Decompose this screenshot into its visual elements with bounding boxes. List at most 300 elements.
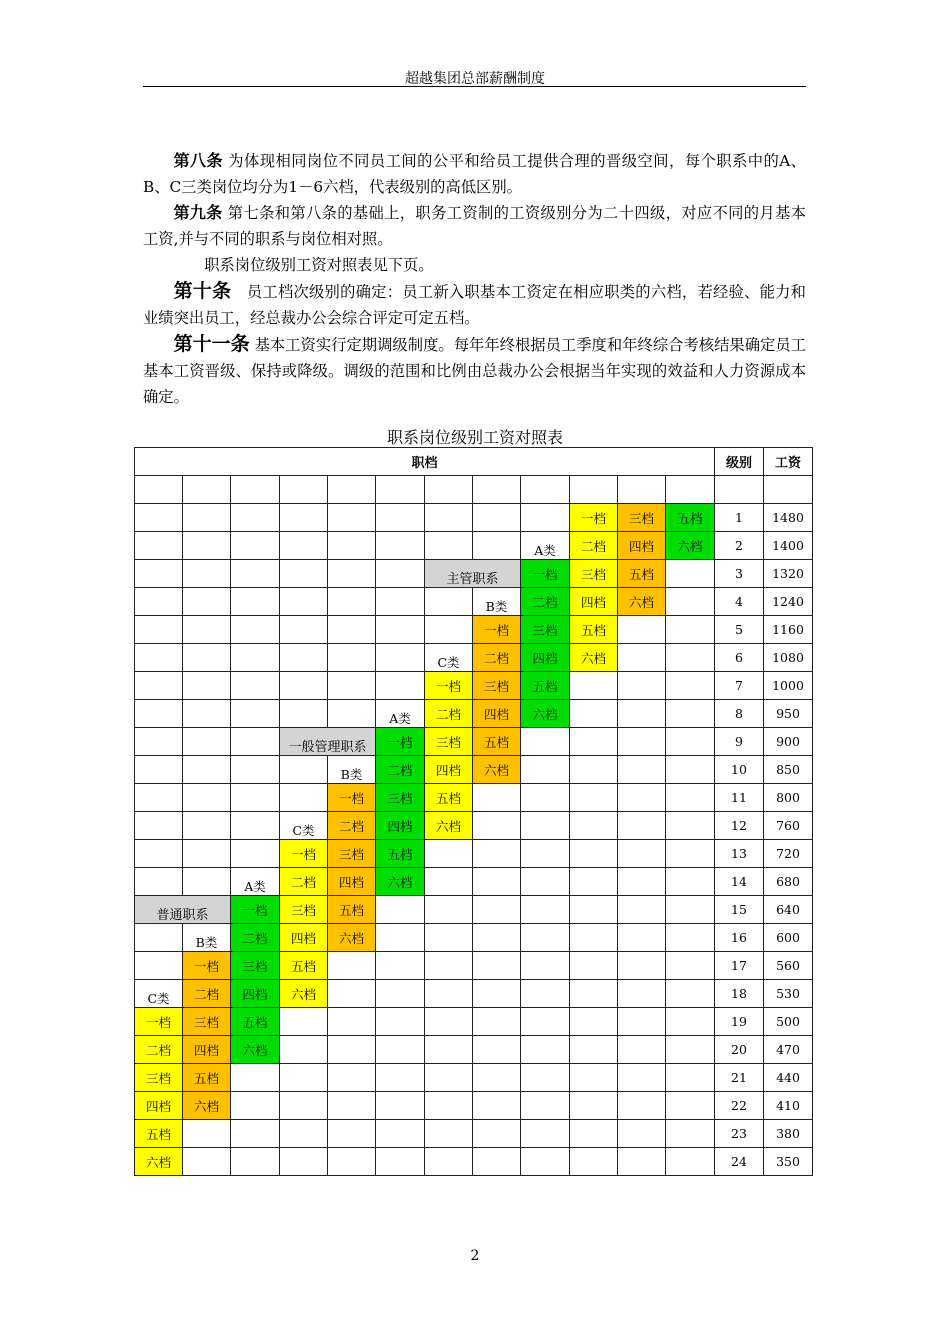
empty-cell xyxy=(618,896,666,924)
minister-c-class-tier-6: 六档 xyxy=(570,644,618,672)
management-c-class-tier-6: 六档 xyxy=(280,980,328,1008)
supervisor-c-class-tier-1: 一档 xyxy=(425,672,473,700)
general-c-class-label: C类 xyxy=(135,980,183,1008)
table-row xyxy=(135,840,813,868)
empty-cell xyxy=(521,1064,570,1092)
supervisor-a-class-tier-5: 五档 xyxy=(521,672,570,700)
empty-cell xyxy=(280,1008,328,1036)
empty-cell xyxy=(570,868,618,896)
empty-cell xyxy=(570,700,618,728)
salary-cell: 350 xyxy=(764,1148,813,1176)
body-text xyxy=(143,148,806,410)
empty-cell xyxy=(666,700,715,728)
level-cell: 19 xyxy=(715,1008,764,1036)
empty-cell xyxy=(135,812,183,840)
empty-cell xyxy=(521,756,570,784)
empty-cell xyxy=(280,476,328,504)
table-row xyxy=(135,728,813,756)
empty-cell xyxy=(521,924,570,952)
empty-cell xyxy=(473,896,521,924)
empty-cell xyxy=(231,588,280,616)
empty-cell xyxy=(183,812,231,840)
empty-cell xyxy=(425,1008,473,1036)
minister-b-class-tier-5: 五档 xyxy=(618,560,666,588)
level-cell: 1 xyxy=(715,504,764,532)
level-cell: 11 xyxy=(715,784,764,812)
management-c-class-tier-5: 五档 xyxy=(280,952,328,980)
empty-cell xyxy=(521,896,570,924)
salary-header: 工资 xyxy=(764,448,813,476)
empty-cell xyxy=(666,588,715,616)
level-cell: 6 xyxy=(715,644,764,672)
empty-cell xyxy=(473,1092,521,1120)
empty-cell xyxy=(376,896,425,924)
empty-cell xyxy=(328,476,376,504)
article-9-label: 第九条 xyxy=(173,203,223,222)
position-header: 职档 xyxy=(135,448,715,476)
management-series-header: 一般管理职系 xyxy=(280,728,376,756)
empty-cell xyxy=(521,476,570,504)
salary-cell: 720 xyxy=(764,840,813,868)
empty-cell xyxy=(135,560,183,588)
table-row xyxy=(135,1064,813,1092)
empty-cell xyxy=(618,1148,666,1176)
empty-cell xyxy=(473,1008,521,1036)
empty-cell xyxy=(183,1148,231,1176)
table-row xyxy=(135,1148,813,1176)
empty-cell xyxy=(473,868,521,896)
general-c-class-tier-2: 二档 xyxy=(135,1036,183,1064)
empty-cell xyxy=(280,588,328,616)
empty-cell xyxy=(473,1064,521,1092)
salary-cell: 760 xyxy=(764,812,813,840)
empty-cell xyxy=(328,1008,376,1036)
empty-cell xyxy=(231,700,280,728)
empty-cell xyxy=(135,588,183,616)
general-a-class-tier-3: 三档 xyxy=(231,952,280,980)
empty-cell xyxy=(425,532,473,560)
article-9-paragraph xyxy=(143,200,806,252)
empty-cell xyxy=(425,840,473,868)
empty-cell xyxy=(570,784,618,812)
article-8-paragraph xyxy=(143,148,806,200)
empty-cell xyxy=(425,1036,473,1064)
empty-cell xyxy=(473,840,521,868)
salary-cell: 560 xyxy=(764,952,813,980)
empty-cell xyxy=(666,1036,715,1064)
empty-cell xyxy=(666,1092,715,1120)
empty-cell xyxy=(618,1036,666,1064)
supervisor-b-class-tier-2: 二档 xyxy=(473,644,521,672)
empty-cell xyxy=(666,1148,715,1176)
empty-cell xyxy=(521,1008,570,1036)
empty-cell xyxy=(328,1120,376,1148)
article-11-text: 基本工资实行定期调级制度。每年年终根据员工季度和年终综合考核结果确定员工基本工资晋级、保持或降级。调级的范围和比例由总裁办公会根据当年实现的效益和人力资源成本确定。 xyxy=(143,336,806,406)
empty-cell xyxy=(328,1092,376,1120)
supervisor-b-class-tier-4: 四档 xyxy=(473,700,521,728)
empty-cell xyxy=(570,1120,618,1148)
empty-cell xyxy=(376,616,425,644)
empty-cell xyxy=(666,980,715,1008)
table-row xyxy=(135,560,813,588)
empty-cell xyxy=(666,616,715,644)
empty-cell xyxy=(618,644,666,672)
level-cell: 4 xyxy=(715,588,764,616)
empty-cell xyxy=(473,504,521,532)
empty-cell xyxy=(135,616,183,644)
page-number: 2 xyxy=(470,1248,480,1264)
table-row xyxy=(135,868,813,896)
management-a-class-tier-3: 三档 xyxy=(376,784,425,812)
empty-cell xyxy=(328,980,376,1008)
article-10-label: 第十条 xyxy=(173,280,232,302)
empty-cell xyxy=(280,1148,328,1176)
management-a-class-label: A类 xyxy=(376,700,425,728)
table-row xyxy=(135,756,813,784)
empty-cell xyxy=(666,896,715,924)
management-b-class-tier-6: 六档 xyxy=(328,924,376,952)
empty-cell xyxy=(666,756,715,784)
empty-cell xyxy=(521,728,570,756)
empty-cell xyxy=(231,812,280,840)
empty-cell xyxy=(231,476,280,504)
supervisor-b-class-tier-1: 一档 xyxy=(473,616,521,644)
empty-cell xyxy=(521,840,570,868)
table-row xyxy=(135,784,813,812)
empty-cell xyxy=(473,812,521,840)
empty-cell xyxy=(376,644,425,672)
empty-cell xyxy=(666,868,715,896)
empty-cell xyxy=(521,812,570,840)
level-cell: 10 xyxy=(715,756,764,784)
supervisor-b-class-tier-6: 六档 xyxy=(473,756,521,784)
management-c-class-tier-4: 四档 xyxy=(280,924,328,952)
empty-cell xyxy=(280,1092,328,1120)
article-11-label: 第十一条 xyxy=(173,333,250,355)
salary-cell: 800 xyxy=(764,784,813,812)
empty-cell xyxy=(425,896,473,924)
empty-cell xyxy=(425,1092,473,1120)
general-b-class-tier-2: 二档 xyxy=(183,980,231,1008)
supervisor-c-class-tier-5: 五档 xyxy=(425,784,473,812)
management-b-class-tier-1: 一档 xyxy=(328,784,376,812)
empty-cell xyxy=(521,1148,570,1176)
empty-cell xyxy=(135,868,183,896)
level-cell: 3 xyxy=(715,560,764,588)
supervisor-a-class-tier-3: 三档 xyxy=(521,616,570,644)
article-8-label: 第八条 xyxy=(173,151,223,170)
empty-cell xyxy=(666,784,715,812)
general-b-class-tier-5: 五档 xyxy=(183,1064,231,1092)
empty-cell xyxy=(328,1036,376,1064)
empty-cell xyxy=(328,952,376,980)
general-c-class-tier-4: 四档 xyxy=(135,1092,183,1120)
empty-cell xyxy=(521,1036,570,1064)
supervisor-b-class-tier-5: 五档 xyxy=(473,728,521,756)
article-10-paragraph xyxy=(143,278,806,331)
empty-cell xyxy=(231,672,280,700)
empty-cell xyxy=(425,1120,473,1148)
level-cell: 20 xyxy=(715,1036,764,1064)
empty-cell xyxy=(473,476,521,504)
empty-cell xyxy=(570,812,618,840)
empty-cell xyxy=(473,532,521,560)
supervisor-c-class-tier-3: 三档 xyxy=(425,728,473,756)
empty-cell xyxy=(376,1036,425,1064)
empty-cell xyxy=(328,1064,376,1092)
table-title: 职系岗位级别工资对照表 xyxy=(386,428,563,447)
empty-cell xyxy=(618,1092,666,1120)
empty-cell xyxy=(183,728,231,756)
table-reference-text: 职系岗位级别工资对照表见下页。 xyxy=(204,256,434,274)
empty-cell xyxy=(231,560,280,588)
table-row xyxy=(135,980,813,1008)
empty-cell xyxy=(231,532,280,560)
empty-cell xyxy=(666,1064,715,1092)
table-row xyxy=(135,616,813,644)
empty-cell xyxy=(618,868,666,896)
empty-cell xyxy=(280,1064,328,1092)
empty-cell xyxy=(183,756,231,784)
empty-cell xyxy=(280,672,328,700)
empty-cell xyxy=(473,1120,521,1148)
table-row xyxy=(135,952,813,980)
article-9-text: 第七条和第八条的基础上，职务工资制的工资级别分为二十四级，对应不同的月基本工资,并与不同的职系与岗位相对照。 xyxy=(143,204,806,248)
empty-cell xyxy=(135,952,183,980)
table-header-row xyxy=(135,448,813,476)
empty-cell xyxy=(135,756,183,784)
minister-b-class-tier-3: 三档 xyxy=(618,504,666,532)
supervisor-a-class-tier-4: 四档 xyxy=(521,644,570,672)
empty-cell xyxy=(376,672,425,700)
empty-cell xyxy=(328,560,376,588)
empty-cell xyxy=(280,756,328,784)
supervisor-c-class-tier-6: 六档 xyxy=(425,812,473,840)
empty-cell xyxy=(135,504,183,532)
empty-cell xyxy=(618,700,666,728)
salary-cell: 1320 xyxy=(764,560,813,588)
empty-cell xyxy=(666,1008,715,1036)
empty-cell xyxy=(666,644,715,672)
management-b-class-tier-3: 三档 xyxy=(328,840,376,868)
empty-cell xyxy=(764,476,813,504)
supervisor-b-class-tier-3: 三档 xyxy=(473,672,521,700)
empty-cell xyxy=(666,728,715,756)
empty-cell xyxy=(328,504,376,532)
salary-cell: 900 xyxy=(764,728,813,756)
empty-cell xyxy=(376,504,425,532)
empty-cell xyxy=(183,784,231,812)
minister-a-class-tier-6: 六档 xyxy=(666,532,715,560)
management-b-class-tier-2: 二档 xyxy=(328,812,376,840)
table-row xyxy=(135,1120,813,1148)
general-a-class-tier-2: 二档 xyxy=(231,924,280,952)
supervisor-a-class-tier-2: 二档 xyxy=(521,588,570,616)
empty-cell xyxy=(376,560,425,588)
level-cell: 5 xyxy=(715,616,764,644)
empty-cell xyxy=(328,672,376,700)
empty-cell xyxy=(473,784,521,812)
empty-cell xyxy=(376,1008,425,1036)
empty-cell xyxy=(473,980,521,1008)
empty-cell xyxy=(618,756,666,784)
salary-cell: 1000 xyxy=(764,672,813,700)
empty-cell xyxy=(666,924,715,952)
empty-cell xyxy=(570,840,618,868)
empty-cell xyxy=(183,588,231,616)
empty-cell xyxy=(231,1148,280,1176)
table-row xyxy=(135,1008,813,1036)
management-c-class-tier-3: 三档 xyxy=(280,896,328,924)
empty-cell xyxy=(135,784,183,812)
empty-cell xyxy=(521,784,570,812)
salary-cell: 1240 xyxy=(764,588,813,616)
empty-cell xyxy=(666,840,715,868)
empty-cell xyxy=(280,1120,328,1148)
empty-cell xyxy=(715,476,764,504)
salary-cell: 1480 xyxy=(764,504,813,532)
table-row xyxy=(135,532,813,560)
empty-cell xyxy=(183,616,231,644)
empty-cell xyxy=(666,812,715,840)
empty-cell xyxy=(473,1036,521,1064)
salary-cell: 1400 xyxy=(764,532,813,560)
supervisor-a-class-tier-6: 六档 xyxy=(521,700,570,728)
empty-cell xyxy=(231,1120,280,1148)
table-row xyxy=(135,924,813,952)
empty-cell xyxy=(473,924,521,952)
empty-cell xyxy=(570,952,618,980)
empty-cell xyxy=(328,532,376,560)
salary-cell: 1160 xyxy=(764,616,813,644)
empty-cell xyxy=(618,672,666,700)
empty-cell xyxy=(521,504,570,532)
general-a-class-tier-6: 六档 xyxy=(231,1036,280,1064)
empty-cell xyxy=(570,728,618,756)
supervisor-a-class-label: A类 xyxy=(521,532,570,560)
general-b-class-tier-4: 四档 xyxy=(183,1036,231,1064)
empty-cell xyxy=(618,728,666,756)
empty-cell xyxy=(425,1148,473,1176)
management-a-class-tier-5: 五档 xyxy=(376,840,425,868)
management-c-class-tier-2: 二档 xyxy=(280,868,328,896)
empty-cell xyxy=(618,812,666,840)
table-row xyxy=(135,644,813,672)
empty-cell xyxy=(183,868,231,896)
empty-cell xyxy=(376,924,425,952)
table-row xyxy=(135,476,813,504)
empty-cell xyxy=(183,532,231,560)
empty-cell xyxy=(666,560,715,588)
management-b-class-tier-4: 四档 xyxy=(328,868,376,896)
empty-cell xyxy=(570,924,618,952)
table-body xyxy=(135,476,813,1176)
table-row xyxy=(135,1036,813,1064)
salary-cell: 410 xyxy=(764,1092,813,1120)
empty-cell xyxy=(570,756,618,784)
empty-cell xyxy=(666,476,715,504)
empty-cell xyxy=(328,1148,376,1176)
level-cell: 21 xyxy=(715,1064,764,1092)
minister-a-class-tier-5: 五档 xyxy=(666,504,715,532)
empty-cell xyxy=(376,980,425,1008)
salary-cell: 640 xyxy=(764,896,813,924)
minister-c-class-tier-1: 一档 xyxy=(570,504,618,532)
empty-cell xyxy=(280,504,328,532)
general-b-class-tier-3: 三档 xyxy=(183,1008,231,1036)
level-cell: 17 xyxy=(715,952,764,980)
empty-cell xyxy=(425,476,473,504)
empty-cell xyxy=(570,1148,618,1176)
management-a-class-tier-6: 六档 xyxy=(376,868,425,896)
salary-cell: 530 xyxy=(764,980,813,1008)
supervisor-c-class-tier-4: 四档 xyxy=(425,756,473,784)
minister-b-class-tier-6: 六档 xyxy=(618,588,666,616)
level-cell: 8 xyxy=(715,700,764,728)
empty-cell xyxy=(570,672,618,700)
level-cell: 12 xyxy=(715,812,764,840)
salary-cell: 600 xyxy=(764,924,813,952)
empty-cell xyxy=(231,504,280,532)
management-a-class-tier-2: 二档 xyxy=(376,756,425,784)
empty-cell xyxy=(521,1092,570,1120)
table-row xyxy=(135,504,813,532)
empty-cell xyxy=(135,532,183,560)
empty-cell xyxy=(666,1120,715,1148)
empty-cell xyxy=(521,868,570,896)
empty-cell xyxy=(231,1064,280,1092)
empty-cell xyxy=(135,672,183,700)
table-row xyxy=(135,1092,813,1120)
empty-cell xyxy=(570,476,618,504)
empty-cell xyxy=(618,924,666,952)
empty-cell xyxy=(618,784,666,812)
empty-cell xyxy=(376,476,425,504)
document-header-title: 超越集团总部薪酬制度 xyxy=(405,71,545,87)
empty-cell xyxy=(280,644,328,672)
empty-cell xyxy=(231,756,280,784)
empty-cell xyxy=(618,616,666,644)
empty-cell xyxy=(135,700,183,728)
empty-cell xyxy=(618,1064,666,1092)
empty-cell xyxy=(183,560,231,588)
level-cell: 22 xyxy=(715,1092,764,1120)
salary-cell: 680 xyxy=(764,868,813,896)
empty-cell xyxy=(135,840,183,868)
level-cell: 2 xyxy=(715,532,764,560)
salary-cell: 440 xyxy=(764,1064,813,1092)
table-reference-paragraph xyxy=(143,252,806,278)
table-row xyxy=(135,700,813,728)
empty-cell xyxy=(183,1120,231,1148)
empty-cell xyxy=(425,1064,473,1092)
empty-cell xyxy=(618,840,666,868)
management-b-class-tier-5: 五档 xyxy=(328,896,376,924)
empty-cell xyxy=(521,952,570,980)
empty-cell xyxy=(425,588,473,616)
salary-cell: 380 xyxy=(764,1120,813,1148)
empty-cell xyxy=(570,980,618,1008)
empty-cell xyxy=(376,588,425,616)
general-a-class-tier-1: 一档 xyxy=(231,896,280,924)
salary-cell: 950 xyxy=(764,700,813,728)
general-a-class-tier-4: 四档 xyxy=(231,980,280,1008)
salary-cell: 850 xyxy=(764,756,813,784)
empty-cell xyxy=(231,644,280,672)
empty-cell xyxy=(231,616,280,644)
empty-cell xyxy=(618,952,666,980)
empty-cell xyxy=(618,980,666,1008)
